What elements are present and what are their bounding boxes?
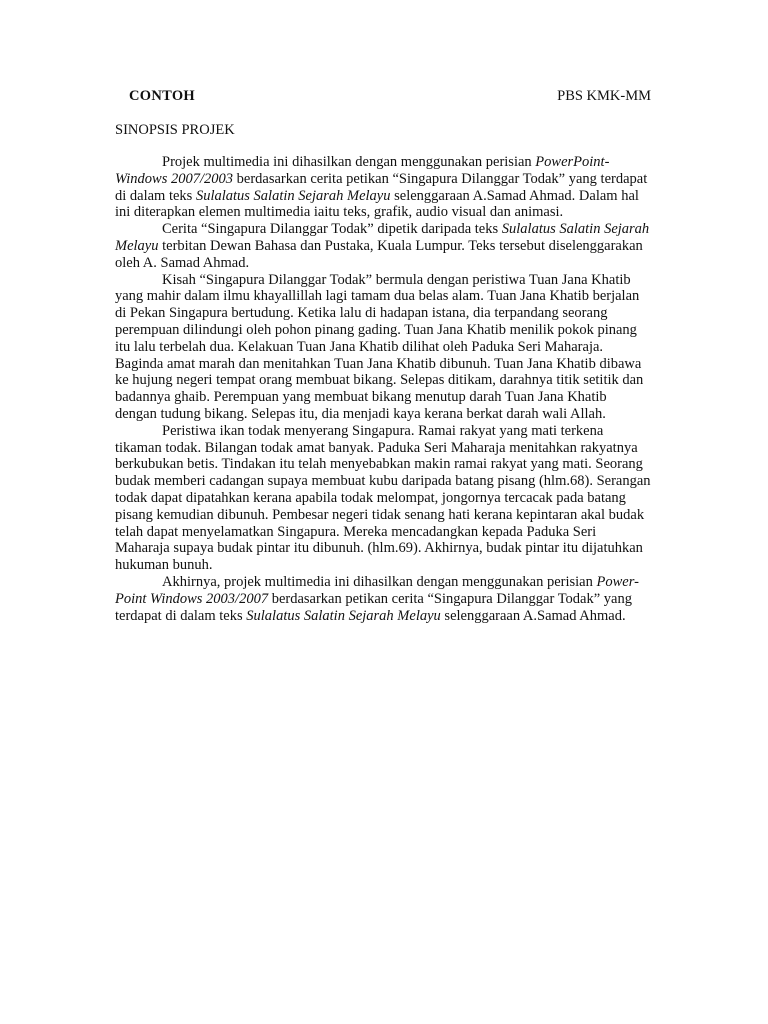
paragraph xyxy=(115,272,652,423)
paragraph xyxy=(115,423,652,574)
document-body xyxy=(115,154,652,624)
text-run: selenggaraan A.Samad Ahmad. Dalam hal ini diterapkan elemen multimedia iaitu teks, grafik, audio visual dan animasi. xyxy=(115,187,639,221)
italic-text: Sulalatus Salatin Sejarah Melayu xyxy=(246,607,441,624)
italic-text: Power-Point Windows 2003/2007 xyxy=(115,573,639,607)
paragraph xyxy=(115,154,652,221)
italic-text: Sulalatus Salatin Sejarah Melayu xyxy=(195,187,391,204)
paragraph xyxy=(115,574,652,624)
italic-text: PowerPoint-Windows 2007/2003 xyxy=(115,154,610,187)
text-run: berdasarkan cerita petikan “Singapura Dilanggar Todak” yang terdapat di dalam teks xyxy=(115,170,648,204)
text-run: Kisah “Singapura Dilanggar Todak” bermula dengan peristiwa Tuan Jana Khatib yang mahir dalam ilmu khayallillah lagi tamam dua belas alam. Tuan Jana Khatib berjalan di Pekan Singapura bertudung. Ketika lalu di hadapan istana, dia terpandang seorang perempuan dilindungi oleh pohon pinang gading. Tuan Jana Khatib menilik pokok pinang itu lalu terbelah dua. Kelakuan Tuan Jana Khatib dilihat oleh Paduka Seri Maharaja. Baginda amat marah dan menitahkan Tuan Jana Khatib dibunuh. Tuan Jana Khatib dibawa ke hujung negeri tempat orang membuat bikang. Selepas ditikam, darahnya titik setitik dan badannya ghaib. Perempuan yang membuat bikang menutup darah Tuan Jana Khatib dengan tudung bikang. Selepas itu, dia menjadi kaya kerana berkat darah wali Allah. xyxy=(115,271,644,422)
page-header xyxy=(129,87,651,105)
text-run: Peristiwa ikan todak menyerang Singapura. Ramai rakyat yang mati terkena tikaman todak. Bilangan todak amat banyak. Paduka Seri Maharaja menitahkan rakyatnya berkubukan betis. Tindakan itu telah menyebabkan makin ramai rakyat yang mati. Seorang budak memberi cadangan supaya membuat kubu daripada batang pisang (hlm.68). Serangan todak dapat dipatahkan kerana apabila todak melompat, jongornya tercacak pada batang pisang kemudian dibunuh. Pembesar negeri tidak senang hati kerana kepintaran akal budak telah dapat menyelamatkan Singapura. Mereka mencadangkan kepada Paduka Seri Maharaja supaya budak pintar itu dibunuh. (hlm.69). Akhirnya, budak pintar itu dijatuhkan hukuman bunuh. xyxy=(115,422,651,574)
italic-text: Sulalatus Salatin Sejarah Melayu xyxy=(115,221,650,254)
text-run: terbitan Dewan Bahasa dan Pustaka, Kuala Lumpur. Teks tersebut diselenggarakan oleh A. Samad Ahmad. xyxy=(115,237,643,271)
document-title: SINOPSIS PROJEK xyxy=(115,122,235,138)
text-run: selenggaraan A.Samad Ahmad. xyxy=(440,607,626,624)
text-run: berdasarkan petikan cerita “Singapura Dilanggar Todak” yang terdapat di dalam teks xyxy=(115,590,632,624)
text-run: Projek multimedia ini dihasilkan dengan menggunakan perisian xyxy=(162,154,536,170)
header-left-label: CONTOH xyxy=(129,88,195,104)
text-run: Akhirnya, projek multimedia ini dihasilkan dengan menggunakan perisian xyxy=(162,573,597,590)
header-right-label: PBS KMK-MM xyxy=(557,88,651,104)
text-run: Cerita “Singapura Dilanggar Todak” dipetik daripada teks xyxy=(162,221,502,238)
paragraph xyxy=(115,221,652,271)
